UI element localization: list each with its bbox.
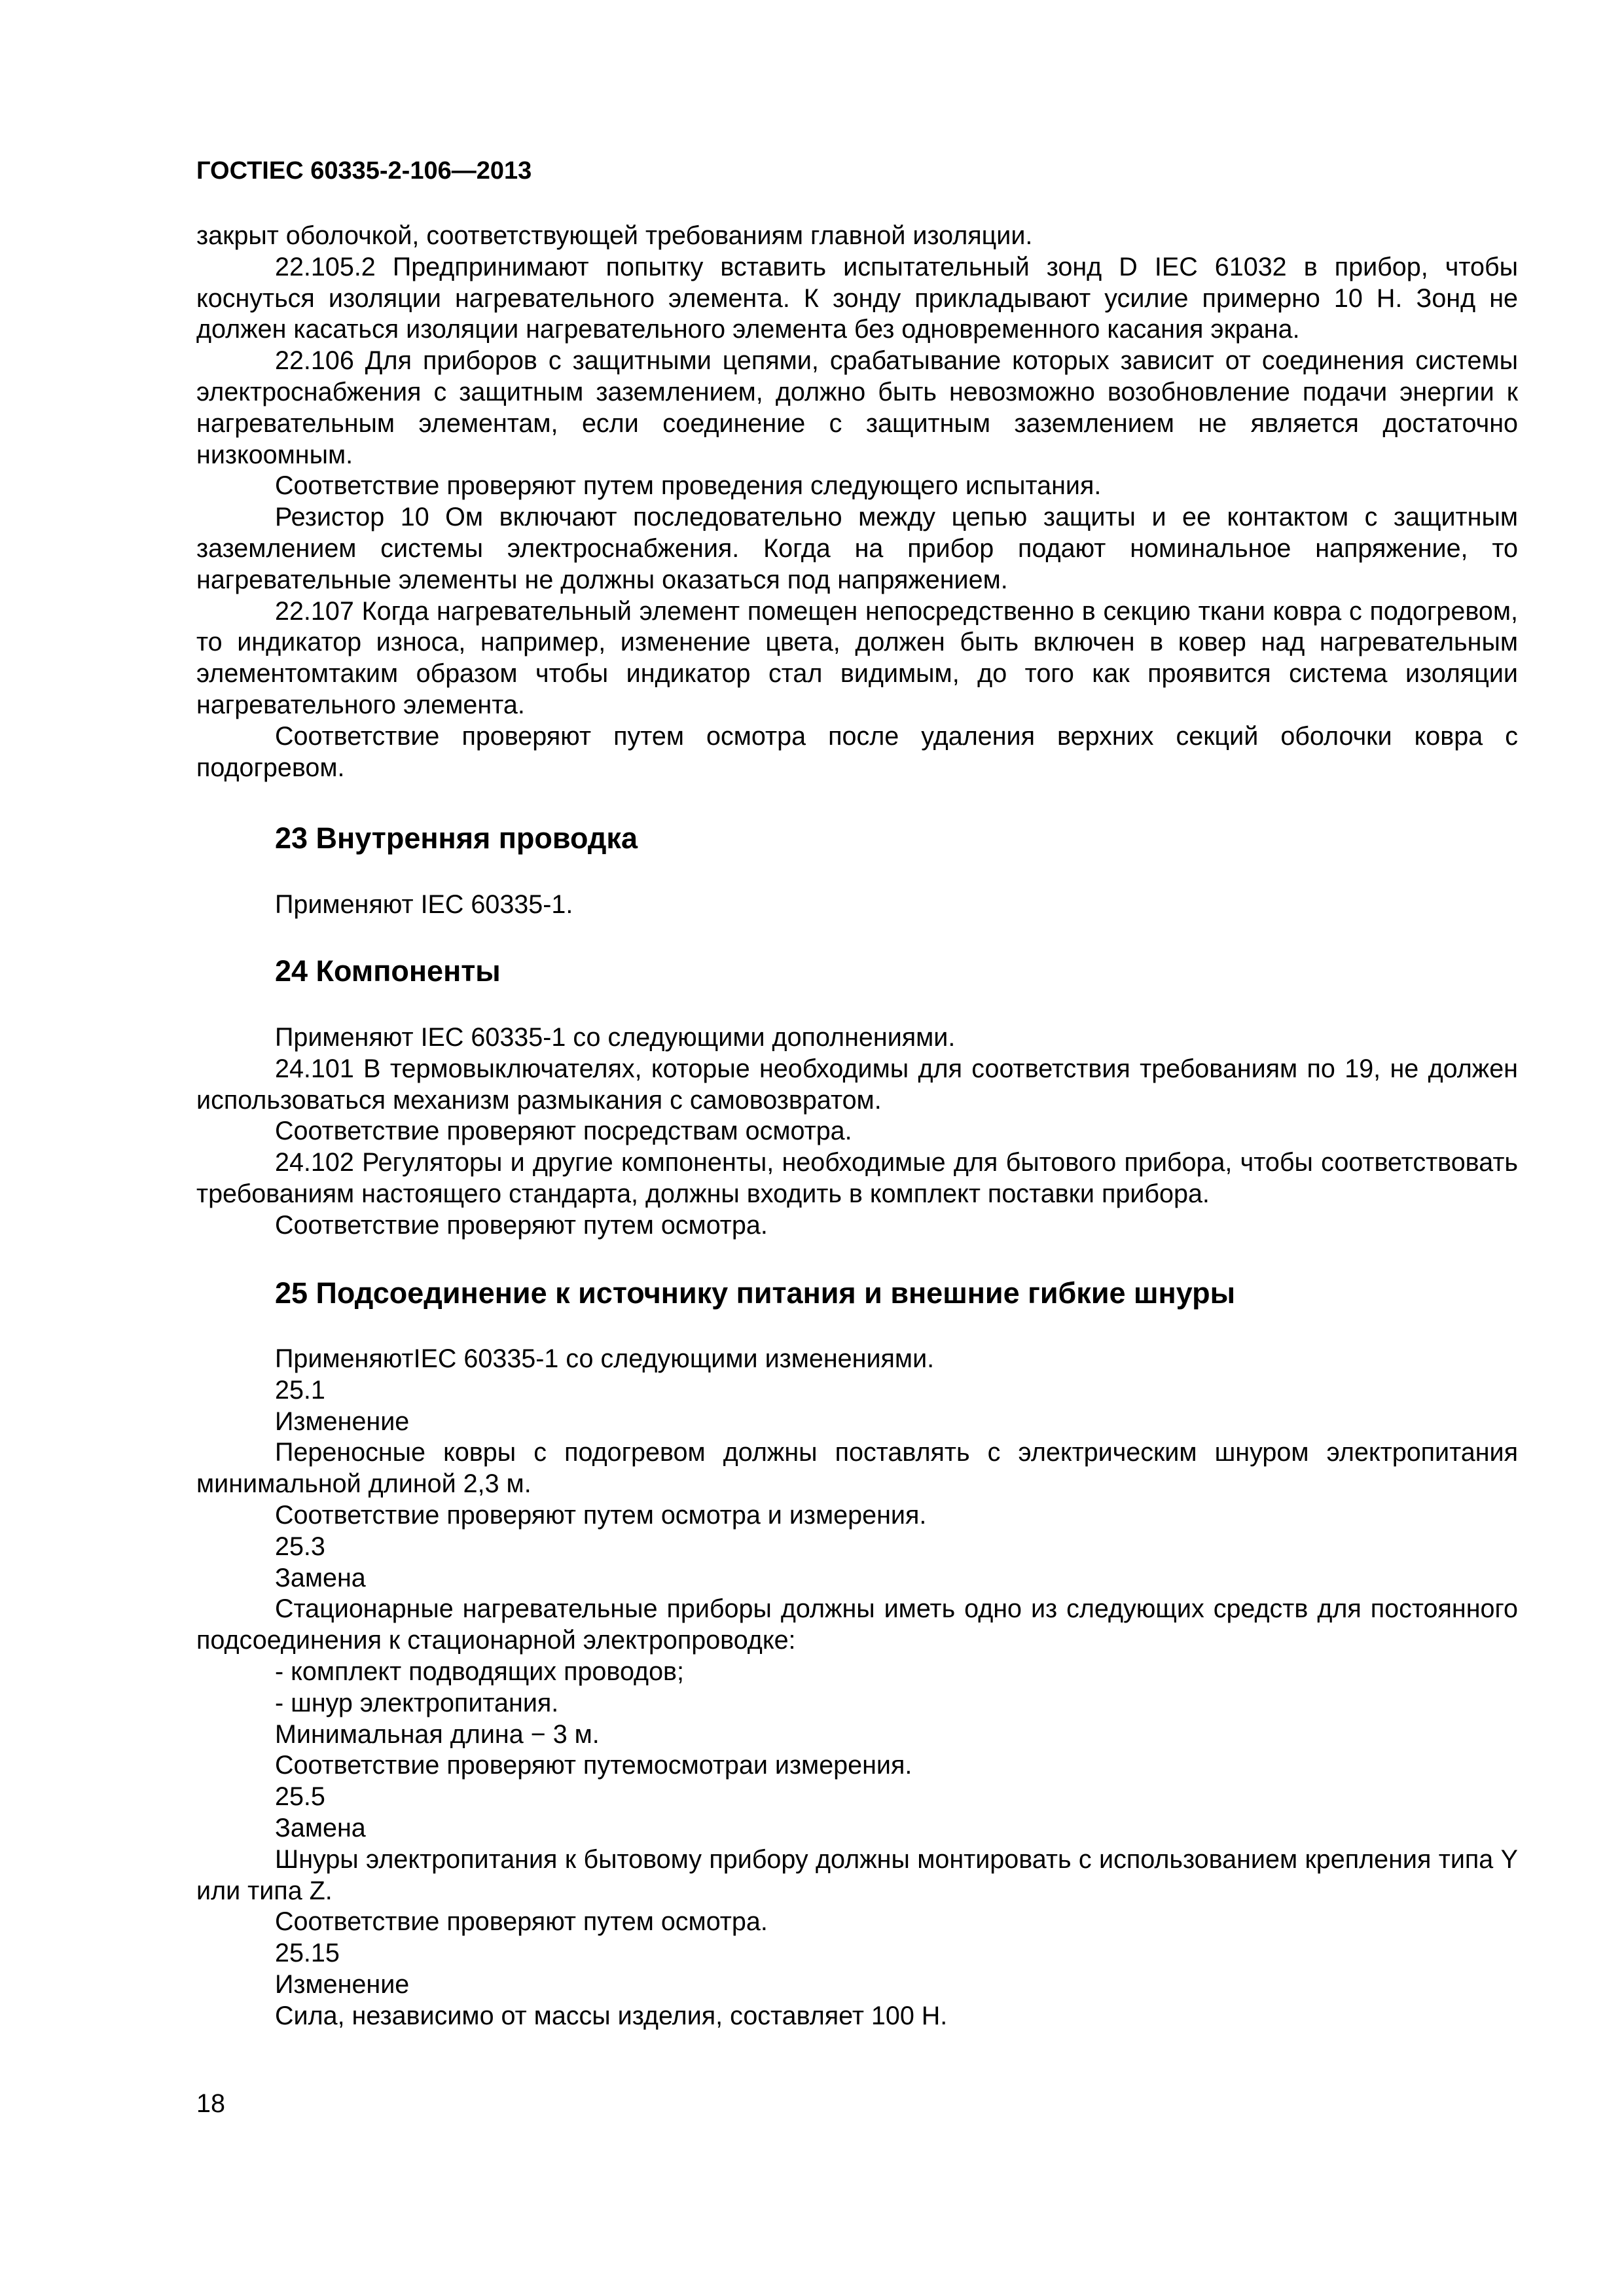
paragraph: 22.106 Для приборов с защитными цепями, срабатывание которых зависит от соединения системы электроснабжения с защитным заземлением, должно быть невозможно возобновление подачи энергии к нагревательным элементам, если соединение с защитным заземлением не является достаточно низкоомным. (196, 346, 1518, 469)
paragraph: Соответствие проверяют посредствам осмотра. (275, 1117, 852, 1146)
paragraph: 25.3 (275, 1532, 325, 1561)
paragraph: Переносные ковры с подогревом должны поставлять с электрическим шнуром электропитания минимальной длиной 2,3 м. (196, 1438, 1518, 1499)
paragraph: Минимальная длина − 3 м. (275, 1719, 600, 1749)
paragraph: 24.101 В термовыключателях, которые необходимы для соответствия требованиям по 19, не должен использоваться механизм размыкания с самовозвратом. (196, 1054, 1518, 1115)
paragraph: 25.5 (275, 1782, 325, 1812)
paragraph: Соответствие проверяют путем осмотра. (275, 1210, 768, 1240)
paragraph: Замена (275, 1813, 366, 1842)
paragraph: 22.105.2 Предпринимают попытку вставить испытательный зонд D IEC 61032 в прибор, чтобы коснуться изоляции нагревательного элемента. К зонду прикладывают усилие примерно 10 Н. Зонд не должен касаться изоляции нагревательного элемента без одновременного касания экрана. (196, 252, 1518, 344)
paragraph: закрыт оболочкой, соответствующей требованиям главной изоляции. (196, 221, 1033, 250)
paragraph: Стационарные нагревательные приборы должны иметь одно из следующих средств для постоянного подсоединения к стационарной электропроводке: (196, 1594, 1518, 1655)
section-23-body (196, 889, 1518, 921)
paragraph: Применяют IEC 60335-1. (275, 890, 573, 919)
paragraph: Соответствие проверяют путем осмотра после удаления верхних секций оболочки ковра с подогревом. (196, 721, 1518, 782)
paragraph: 22.107 Когда нагревательный элемент помещен непосредственно в секцию ткани ковра с подогревом, то индикатор износа, например, изменение цвета, должен быть включен в ковер над нагревательным элементомтаким образом чтобы индикатор стал видимым, до того как проявится система изоляции нагревательного элемента. (196, 596, 1518, 719)
paragraph: Шнуры электропитания к бытовому прибору должны монтировать с использованием крепления типа Y или типа Z. (196, 1844, 1518, 1905)
page-number: 18 (196, 2089, 225, 2118)
document-header: ГОСТIEC 60335-2-106—2013 (196, 157, 532, 185)
paragraph: Изменение (275, 1969, 410, 1999)
paragraph: Сила, независимо от массы изделия, составляет 100 Н. (275, 2001, 948, 2030)
section-25-body (196, 1344, 1518, 2032)
section-heading-25: 25 Подсоединение к источнику питания и внешние гибкие шнуры (275, 1276, 1236, 1310)
paragraph: Изменение (275, 1407, 410, 1436)
paragraph: 25.1 (275, 1375, 325, 1405)
paragraph: Резистор 10 Ом включают последовательно между цепью защиты и ее контактом с защитным заземлением системы электроснабжения. Когда на прибор подают номинальное напряжение, то нагревательные элементы не должны оказаться под напряжением. (196, 503, 1518, 594)
paragraph: Замена (275, 1563, 366, 1592)
paragraph: 25.15 (275, 1939, 340, 1968)
paragraph: Соответствие проверяют путемосмотраи измерения. (275, 1751, 912, 1780)
paragraph: Соответствие проверяют путем осмотра. (275, 1907, 768, 1937)
paragraph: Соответствие проверяют путем проведения следующего испытания. (275, 471, 1102, 501)
section-heading-24: 24 Компоненты (275, 954, 501, 988)
paragraph: - шнур электропитания. (275, 1688, 559, 1717)
paragraph: Соответствие проверяют путем осмотра и измерения. (275, 1500, 927, 1530)
section-24-body (196, 1022, 1518, 1242)
paragraph: Применяют IEC 60335-1 со следующими дополнениями. (275, 1023, 956, 1052)
section-heading-23: 23 Внутренняя проводка (275, 821, 638, 855)
paragraph: 24.102 Регуляторы и другие компоненты, необходимые для бытового прибора, чтобы соответствовать требованиям настоящего стандарта, должны входить в комплект поставки прибора. (196, 1148, 1518, 1208)
section-22-continuation (196, 221, 1518, 783)
paragraph: - комплект подводящих проводов; (275, 1657, 685, 1686)
paragraph: ПрименяютIEC 60335-1 со следующими изменениями. (275, 1344, 935, 1373)
